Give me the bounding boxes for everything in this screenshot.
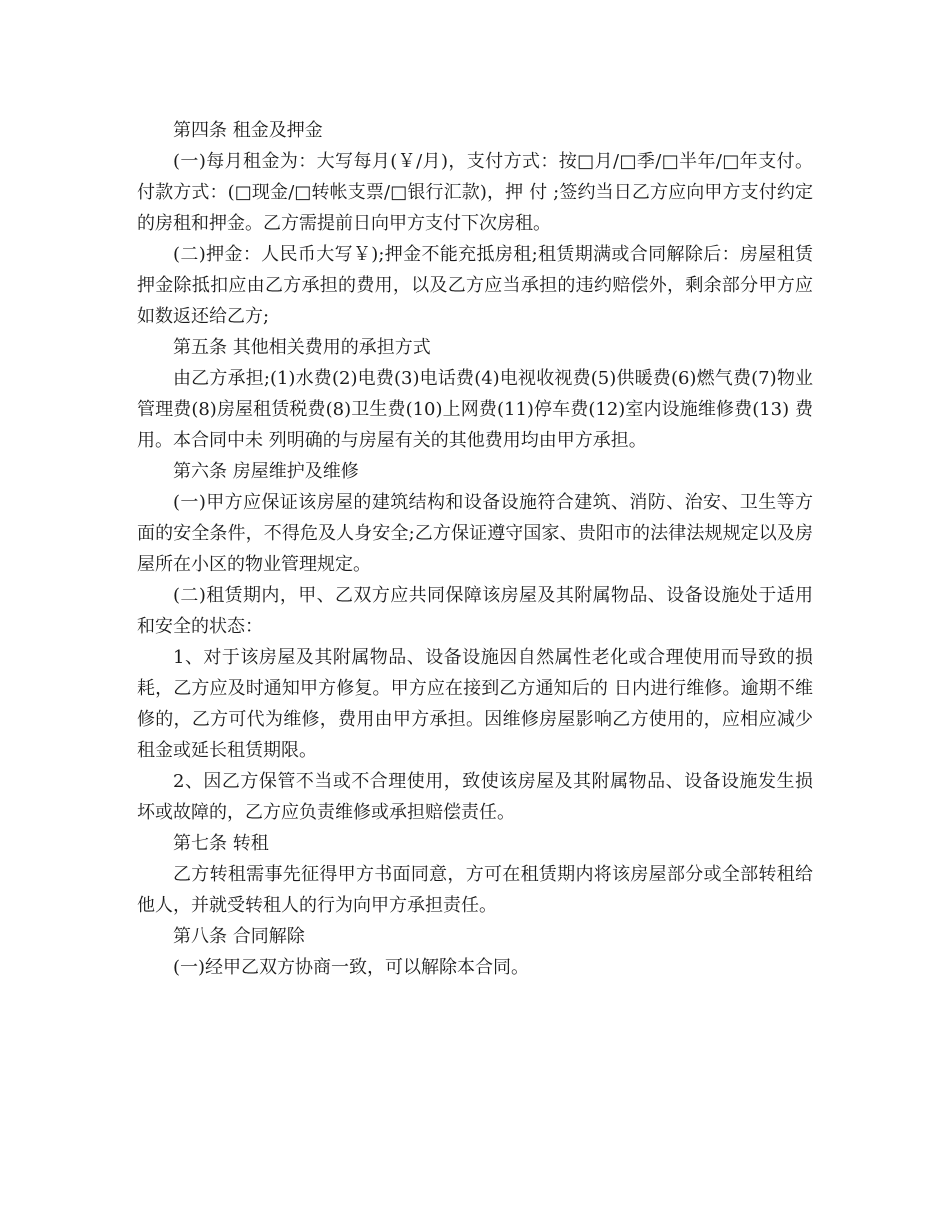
article-4-clause-1: (一)每月租金为：大写每月(￥/月)，支付方式：按□月/□季/□半年/□年支付。付款方式：(□现金/□转帐支票/□银行汇款)，押 付 ;签约当日乙方应向甲方支付约定的房租和押金。乙方需提前日向甲方支付下次房租。: [137, 151, 813, 234]
article-7-clause-1: 乙方转租需事先征得甲方书面同意，方可在租赁期内将该房屋部分或全部转租给他人，并就受转租人的行为向甲方承担责任。: [137, 864, 813, 916]
article-5-clause-1: 由乙方承担;(1)水费(2)电费(3)电话费(4)电视收视费(5)供暖费(6)燃气费(7)物业管理费(8)房屋租赁税费(8)卫生费(10)上网费(11)停车费(12)室内设施维修费(13) 费用。本合同中未 列明确的与房屋有关的其他费用均由甲方承担。: [137, 368, 813, 451]
document-body: [137, 115, 813, 983]
article-5-heading: 第五条 其他相关费用的承担方式: [173, 337, 431, 358]
article-6-clause-1: (一)甲方应保证该房屋的建筑结构和设备设施符合建筑、消防、治安、卫生等方面的安全条件，不得危及人身安全;乙方保证遵守国家、贵阳市的法律法规规定以及房屋所在小区的物业管理规定。: [137, 492, 813, 575]
article-4-heading: 第四条 租金及押金: [173, 120, 323, 141]
article-6-heading: 第六条 房屋维护及维修: [173, 461, 359, 482]
article-4-clause-2: (二)押金：人民币大写￥);押金不能充抵房租;租赁期满或合同解除后：房屋租赁押金除抵扣应由乙方承担的费用，以及乙方应当承担的违约赔偿外，剩余部分甲方应如数返还给乙方;: [137, 244, 813, 327]
article-7-heading: 第七条 转租: [173, 833, 269, 854]
article-6-item-1: 1、对于该房屋及其附属物品、设备设施因自然属性老化或合理使用而导致的损耗，乙方应及时通知甲方修复。甲方应在接到乙方通知后的 日内进行维修。逾期不维修的，乙方可代为维修，费用由甲方承担。因维修房屋影响乙方使用的，应相应减少租金或延长租赁期限。: [137, 647, 813, 761]
article-6-item-2: 2、因乙方保管不当或不合理使用，致使该房屋及其附属物品、设备设施发生损坏或故障的，乙方应负责维修或承担赔偿责任。: [137, 771, 813, 823]
article-8-clause-1: (一)经甲乙双方协商一致，可以解除本合同。: [173, 957, 530, 978]
article-6-clause-2: (二)租赁期内，甲、乙双方应共同保障该房屋及其附属物品、设备设施处于适用和安全的状态：: [137, 585, 813, 637]
article-8-heading: 第八条 合同解除: [173, 926, 305, 947]
